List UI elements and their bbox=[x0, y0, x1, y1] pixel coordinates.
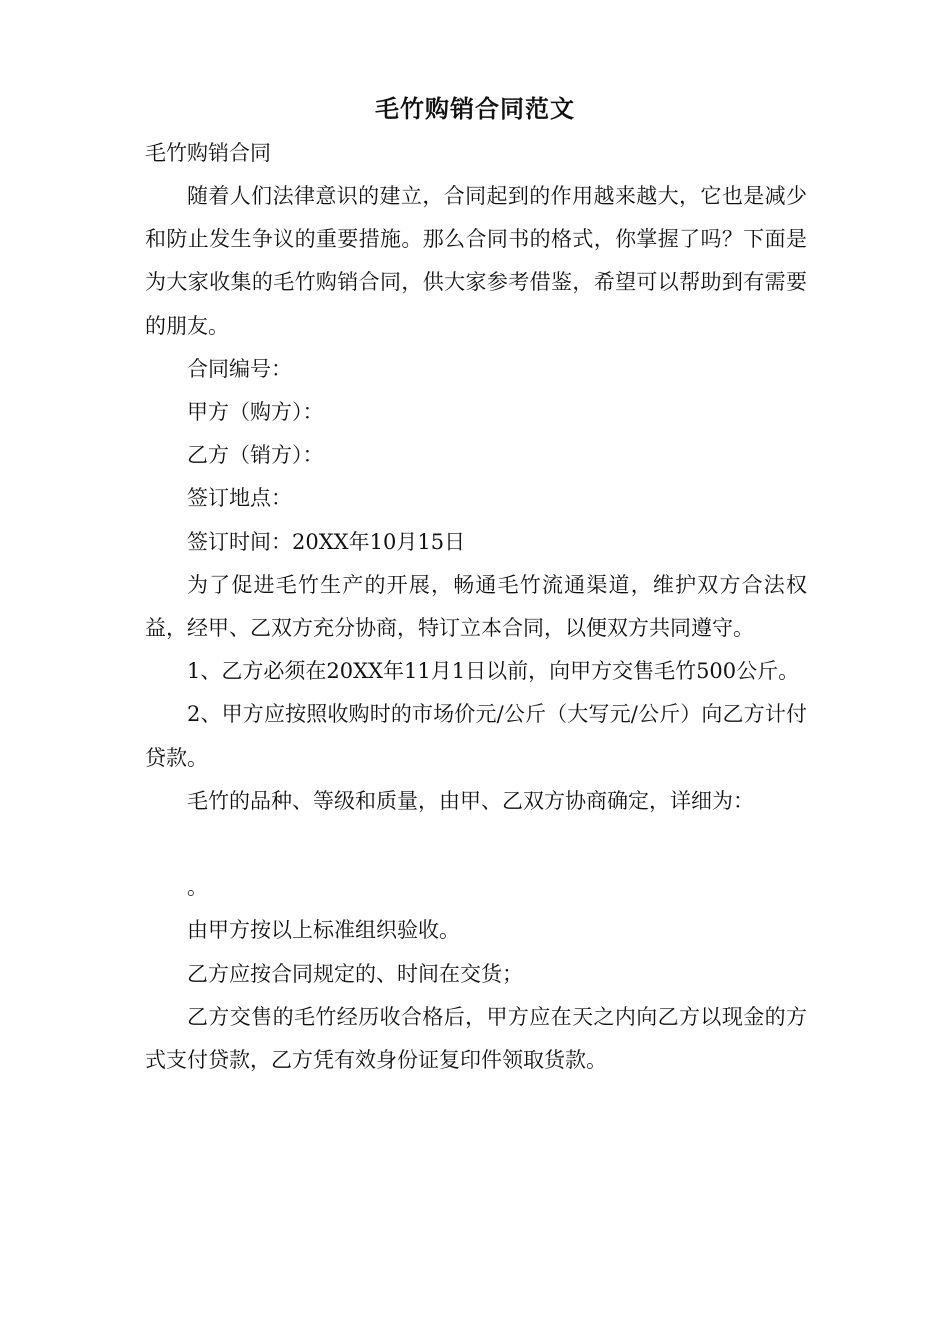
paragraph-signing-time: 签订时间：20XX年10月15日 bbox=[187, 529, 466, 554]
paragraph-acceptance: 由甲方按以上标准组织验收。 bbox=[187, 918, 460, 943]
paragraph-intro: 随着人们法律意识的建立，合同起到的作用越来越大，它也是减少和防止发生争议的重要措施。那么合同书的格式，你掌握了吗？下面是为大家收集的毛竹购销合同，供大家参考借鉴，希望可以帮助到有需要的朋友。 bbox=[145, 184, 807, 338]
document-subtitle: 毛竹购销合同 bbox=[145, 141, 271, 165]
document-title: 毛竹购销合同范文 bbox=[375, 94, 575, 123]
paragraph-party-b: 乙方（销方）： bbox=[187, 443, 324, 468]
paragraph-contract-number: 合同编号： bbox=[187, 356, 292, 381]
paragraph-clause-1: 1、乙方必须在20XX年11月1日以前，向甲方交售毛竹500公斤。 bbox=[187, 659, 800, 684]
paragraph-purpose: 为了促进毛竹生产的开展，畅通毛竹流通渠道，维护双方合法权益，经甲、乙双方充分协商，特订立本合同，以便双方共同遵守。 bbox=[145, 572, 807, 641]
paragraph-party-a: 甲方（购方）： bbox=[187, 400, 324, 425]
paragraph-signing-place: 签订地点： bbox=[187, 486, 292, 511]
paragraph-clause-2: 2、甲方应按照收购时的市场价元/公斤（大写元/公斤）向乙方计付贷款。 bbox=[145, 702, 807, 770]
document-body bbox=[145, 175, 807, 1082]
paragraph-payment: 乙方交售的毛竹经历收合格后，甲方应在天之内向乙方以现金的方式支付贷款，乙方凭有效身份证复印件领取货款。 bbox=[145, 1004, 807, 1073]
paragraph-delivery: 乙方应按合同规定的、时间在交货； bbox=[187, 961, 523, 986]
paragraph-quality: 毛竹的品种、等级和质量，由甲、乙双方协商确定，详细为： bbox=[187, 788, 754, 813]
paragraph-quality-detail: 。 bbox=[187, 875, 208, 900]
